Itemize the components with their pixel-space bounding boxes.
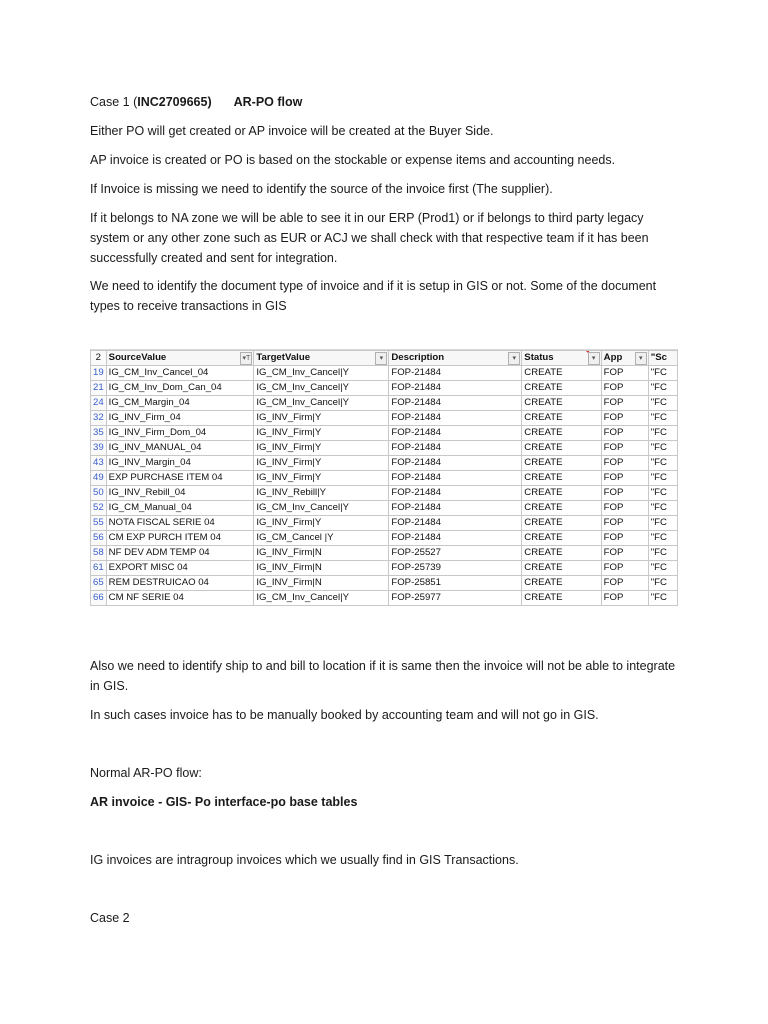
cell-target-value: IG_CM_Inv_Cancel|Y	[254, 366, 389, 381]
cell-extra: "FC	[648, 411, 677, 426]
filter-dropdown-icon[interactable]: ▾	[635, 352, 647, 365]
cell-app: FOP	[601, 546, 648, 561]
cell-target-value: IG_INV_Rebill|Y	[254, 486, 389, 501]
flow-title: AR-PO flow	[233, 95, 303, 109]
cell-status: CREATE	[522, 546, 601, 561]
cell-extra: "FC	[648, 456, 677, 471]
case-1-heading	[90, 92, 690, 112]
table-row	[91, 591, 678, 606]
cell-extra: "FC	[648, 486, 677, 501]
cell-description: FOP-21484	[389, 471, 522, 486]
column-header-description: Description ▾	[389, 351, 522, 366]
cell-extra: "FC	[648, 576, 677, 591]
row-number: 65	[91, 576, 107, 591]
cell-description: FOP-21484	[389, 426, 522, 441]
cell-app: FOP	[601, 531, 648, 546]
column-header-extra: "Sc	[648, 351, 677, 366]
cell-source-value: EXPORT MISC 04	[106, 561, 254, 576]
row-number: 66	[91, 591, 107, 606]
cell-app: FOP	[601, 486, 648, 501]
cell-description: FOP-25977	[389, 591, 522, 606]
cell-app: FOP	[601, 366, 648, 381]
cell-target-value: IG_INV_Firm|Y	[254, 456, 389, 471]
row-number: 61	[91, 561, 107, 576]
cell-source-value: IG_CM_Inv_Cancel_04	[106, 366, 254, 381]
cell-source-value: IG_INV_Rebill_04	[106, 486, 254, 501]
cell-extra: "FC	[648, 501, 677, 516]
cell-source-value: REM DESTRUICAO 04	[106, 576, 254, 591]
cell-status: CREATE	[522, 486, 601, 501]
cell-app: FOP	[601, 501, 648, 516]
cell-extra: "FC	[648, 561, 677, 576]
cell-status: CREATE	[522, 426, 601, 441]
cell-source-value: EXP PURCHASE ITEM 04	[106, 471, 254, 486]
row-number: 21	[91, 381, 107, 396]
table-row	[91, 471, 678, 486]
cell-app: FOP	[601, 411, 648, 426]
cell-description: FOP-25527	[389, 546, 522, 561]
row-number: 55	[91, 516, 107, 531]
cell-extra: "FC	[648, 381, 677, 396]
cell-description: FOP-21484	[389, 396, 522, 411]
cell-description: FOP-21484	[389, 486, 522, 501]
cell-status: CREATE	[522, 516, 601, 531]
cell-description: FOP-21484	[389, 456, 522, 471]
cell-extra: "FC	[648, 471, 677, 486]
paragraph-ship-bill-location: Also we need to identify ship to and bill to location if it is same then the invoice will not be able to integrate in GIS.	[90, 659, 676, 693]
cell-app: FOP	[601, 441, 648, 456]
cell-source-value: IG_INV_Firm_04	[106, 411, 254, 426]
cell-source-value: IG_INV_Margin_04	[106, 456, 254, 471]
cell-status: CREATE	[522, 576, 601, 591]
table-row	[91, 396, 678, 411]
cell-target-value: IG_CM_Inv_Cancel|Y	[254, 381, 389, 396]
table-row	[91, 411, 678, 426]
cell-status: CREATE	[522, 561, 601, 576]
cell-app: FOP	[601, 561, 648, 576]
table-row	[91, 501, 678, 516]
document-types-table	[90, 350, 678, 606]
row-number: 49	[91, 471, 107, 486]
table-header-row	[91, 351, 678, 366]
cell-app: FOP	[601, 516, 648, 531]
column-header-target: TargetValue ▾	[254, 351, 389, 366]
table-row	[91, 441, 678, 456]
cell-app: FOP	[601, 396, 648, 411]
cell-description: FOP-21484	[389, 366, 522, 381]
cell-extra: "FC	[648, 426, 677, 441]
cell-extra: "FC	[648, 516, 677, 531]
table-row	[91, 381, 678, 396]
cell-app: FOP	[601, 426, 648, 441]
table-row	[91, 366, 678, 381]
row-number: 19	[91, 366, 107, 381]
paragraph-ig-invoices: IG invoices are intragroup invoices which we usually find in GIS Transactions.	[90, 853, 519, 867]
cell-target-value: IG_INV_Firm|Y	[254, 411, 389, 426]
cell-target-value: IG_CM_Cancel |Y	[254, 531, 389, 546]
column-header-app: App ▾	[601, 351, 648, 366]
cell-app: FOP	[601, 471, 648, 486]
paragraph-invoice-basis: AP invoice is created or PO is based on the stockable or expense items and accounting needs.	[90, 153, 616, 167]
filter-dropdown-icon[interactable]: ▾	[375, 352, 387, 365]
row-number: 50	[91, 486, 107, 501]
cell-app: FOP	[601, 381, 648, 396]
row-number: 32	[91, 411, 107, 426]
paragraph-po-or-ap: Either PO will get created or AP invoice will be created at the Buyer Side.	[90, 124, 494, 138]
cell-description: FOP-21484	[389, 441, 522, 456]
cell-app: FOP	[601, 576, 648, 591]
cell-source-value: NOTA FISCAL SERIE 04	[106, 516, 254, 531]
cell-extra: "FC	[648, 546, 677, 561]
column-header-source: SourceValue ▾T	[106, 351, 254, 366]
header-row-number: 2	[91, 351, 107, 366]
normal-flow-label: Normal AR-PO flow:	[90, 766, 202, 780]
row-number: 52	[91, 501, 107, 516]
cell-status: CREATE	[522, 441, 601, 456]
cell-status: CREATE	[522, 471, 601, 486]
cell-status: CREATE	[522, 366, 601, 381]
filter-dropdown-icon[interactable]: ▾	[588, 352, 600, 365]
cell-status: CREATE	[522, 456, 601, 471]
cell-source-value: CM EXP PURCH ITEM 04	[106, 531, 254, 546]
paragraph-missing-invoice: If Invoice is missing we need to identify the source of the invoice first (The supplier).	[90, 182, 553, 196]
row-number: 35	[91, 426, 107, 441]
cell-app: FOP	[601, 456, 648, 471]
row-number: 43	[91, 456, 107, 471]
cell-source-value: IG_INV_Firm_Dom_04	[106, 426, 254, 441]
cell-target-value: IG_CM_Inv_Cancel|Y	[254, 501, 389, 516]
cell-description: FOP-21484	[389, 381, 522, 396]
row-number: 39	[91, 441, 107, 456]
paragraph-manual-booking: In such cases invoice has to be manually booked by accounting team and will not go in GIS.	[90, 708, 599, 722]
cell-source-value: IG_INV_MANUAL_04	[106, 441, 254, 456]
paragraph-document-type: We need to identify the document type of invoice and if it is setup in GIS or not. Some of the document types to receive transactions in GIS	[90, 279, 657, 313]
paragraph-na-zone: If it belongs to NA zone we will be able to see it in our ERP (Prod1) or if belongs to third party legacy system or any other zone such as EUR or ACJ we shall check with that respective team if it has been successfully created and sent for integration.	[90, 211, 649, 265]
cell-target-value: IG_INV_Firm|Y	[254, 516, 389, 531]
cell-target-value: IG_CM_Inv_Cancel|Y	[254, 591, 389, 606]
cell-extra: "FC	[648, 366, 677, 381]
cell-app: FOP	[601, 591, 648, 606]
table-row	[91, 426, 678, 441]
cell-status: CREATE	[522, 501, 601, 516]
filter-dropdown-icon[interactable]: ▾	[508, 352, 520, 365]
cell-source-value: CM NF SERIE 04	[106, 591, 254, 606]
cell-extra: "FC	[648, 396, 677, 411]
cell-source-value: NF DEV ADM TEMP 04	[106, 546, 254, 561]
table-row	[91, 546, 678, 561]
row-number: 56	[91, 531, 107, 546]
document-types-spreadsheet	[90, 349, 678, 618]
cell-description: FOP-21484	[389, 411, 522, 426]
table-row	[91, 486, 678, 501]
cell-description: FOP-21484	[389, 501, 522, 516]
cell-extra: "FC	[648, 591, 677, 606]
cell-target-value: IG_INV_Firm|Y	[254, 426, 389, 441]
cell-target-value: IG_INV_Firm|Y	[254, 441, 389, 456]
cell-source-value: IG_CM_Margin_04	[106, 396, 254, 411]
cell-description: FOP-25851	[389, 576, 522, 591]
incident-number: INC2709665)	[137, 95, 212, 109]
table-row	[91, 531, 678, 546]
cell-target-value: IG_INV_Firm|N	[254, 546, 389, 561]
case-2-heading: Case 2	[90, 911, 130, 925]
filter-active-icon[interactable]: ▾T	[240, 352, 252, 365]
cell-status: CREATE	[522, 381, 601, 396]
cell-target-value: IG_INV_Firm|N	[254, 576, 389, 591]
cell-target-value: IG_INV_Firm|N	[254, 561, 389, 576]
table-row	[91, 576, 678, 591]
case-label: Case 1 (	[90, 95, 138, 109]
cell-description: FOP-21484	[389, 516, 522, 531]
table-row	[91, 456, 678, 471]
table-row	[91, 561, 678, 576]
table-row	[91, 516, 678, 531]
cell-extra: "FC	[648, 441, 677, 456]
cell-status: CREATE	[522, 591, 601, 606]
cell-target-value: IG_CM_Inv_Cancel|Y	[254, 396, 389, 411]
cell-status: CREATE	[522, 531, 601, 546]
cell-status: CREATE	[522, 411, 601, 426]
cell-source-value: IG_CM_Manual_04	[106, 501, 254, 516]
cell-status: CREATE	[522, 396, 601, 411]
cell-description: FOP-21484	[389, 531, 522, 546]
cell-target-value: IG_INV_Firm|Y	[254, 471, 389, 486]
cell-extra: "FC	[648, 531, 677, 546]
row-number: 24	[91, 396, 107, 411]
cell-description: FOP-25739	[389, 561, 522, 576]
row-number: 58	[91, 546, 107, 561]
column-header-status: Status ▾	[522, 351, 601, 366]
cell-source-value: IG_CM_Inv_Dom_Can_04	[106, 381, 254, 396]
normal-flow-steps: AR invoice - GIS- Po interface-po base tables	[90, 795, 358, 809]
